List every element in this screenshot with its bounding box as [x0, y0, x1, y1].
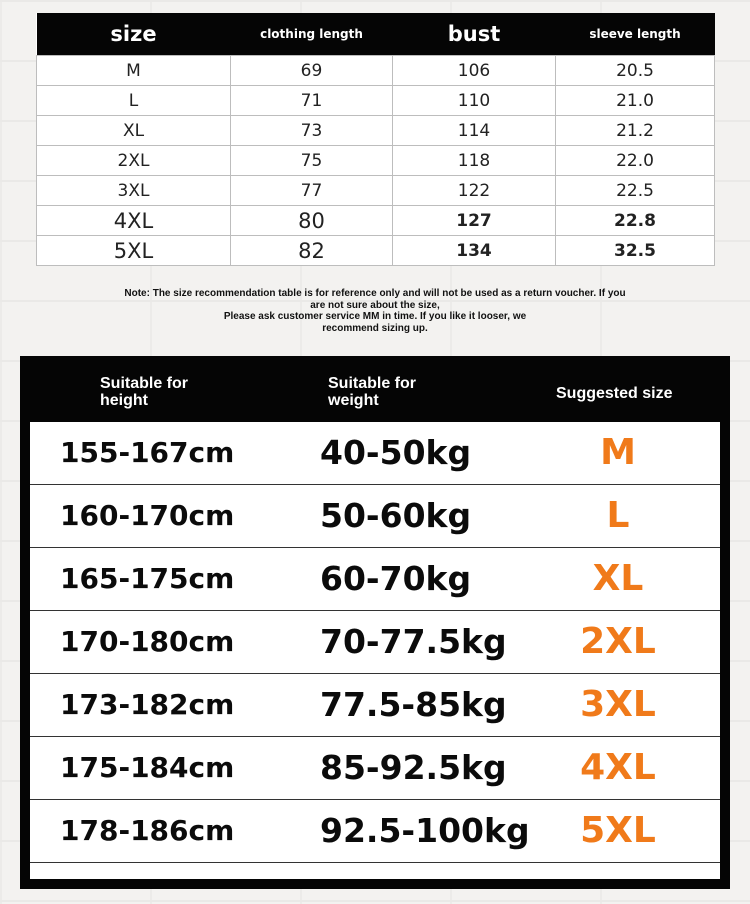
cell-bust: 110: [393, 86, 556, 116]
list-item: [30, 800, 720, 863]
header-bust: bust: [393, 13, 556, 56]
cell-bust: 118: [393, 146, 556, 176]
weight-range: 85-92.5kg: [320, 748, 507, 787]
header-suggested-size: Suggested size: [556, 385, 673, 402]
cell-bust: 114: [393, 116, 556, 146]
cell-bust: 134: [393, 236, 556, 266]
table-row: [37, 176, 715, 206]
cell-sleeve-length: 22.5: [556, 176, 715, 206]
header-clothing-length: clothing length: [231, 13, 393, 56]
cell-size: L: [37, 86, 231, 116]
list-item: [30, 548, 720, 611]
table-row: [37, 86, 715, 116]
cell-size: 3XL: [37, 176, 231, 206]
weight-range: 70-77.5kg: [320, 622, 507, 661]
weight-range: 40-50kg: [320, 433, 472, 472]
height-range: 170-180cm: [60, 625, 235, 658]
table-row: [37, 116, 715, 146]
cell-size: XL: [37, 116, 231, 146]
cell-sleeve-length: 32.5: [556, 236, 715, 266]
cell-sleeve-length: 22.0: [556, 146, 715, 176]
cell-sleeve-length: 21.0: [556, 86, 715, 116]
recommendation-body: [30, 422, 720, 879]
weight-range: 92.5-100kg: [320, 811, 530, 850]
list-item: [30, 737, 720, 800]
suggested-size: XL: [592, 558, 644, 599]
cell-size: M: [37, 56, 231, 86]
table-row: [37, 56, 715, 86]
cell-clothing-length: 82: [231, 236, 393, 266]
cell-clothing-length: 69: [231, 56, 393, 86]
cell-size: 2XL: [37, 146, 231, 176]
height-range: 160-170cm: [60, 499, 235, 532]
cell-clothing-length: 73: [231, 116, 393, 146]
size-note: [80, 288, 670, 334]
header-size: size: [37, 13, 231, 56]
suggested-size: 4XL: [580, 747, 656, 788]
list-item: [30, 422, 720, 485]
header-suitable-weight: Suitable for weight: [328, 375, 417, 409]
weight-range: 60-70kg: [320, 559, 472, 598]
note-line: Please ask customer service MM in time. If you like it looser, we: [223, 311, 527, 322]
size-recommendation-panel: [20, 356, 730, 889]
weight-range: 50-60kg: [320, 496, 472, 535]
height-range: 178-186cm: [60, 814, 235, 847]
note-line: are not sure about the size,: [310, 299, 440, 311]
cell-sleeve-length: 22.8: [556, 206, 715, 236]
table-row: [37, 236, 715, 266]
note-line: recommend sizing up.: [322, 322, 428, 334]
suggested-size: L: [606, 495, 630, 536]
height-range: 165-175cm: [60, 562, 235, 595]
list-item: [30, 485, 720, 548]
list-item: [30, 611, 720, 674]
cell-size: 4XL: [37, 206, 231, 236]
cell-clothing-length: 71: [231, 86, 393, 116]
note-line: Note: The size recommendation table is for reference only and will not be used as a return voucher. If you: [124, 288, 626, 299]
height-range: 175-184cm: [60, 751, 235, 784]
list-item: [30, 674, 720, 737]
height-range: 173-182cm: [60, 688, 235, 721]
header-sleeve-length: sleeve length: [556, 13, 715, 56]
suggested-size: 5XL: [580, 810, 656, 851]
table-row: [37, 146, 715, 176]
suggested-size: M: [600, 432, 636, 473]
cell-clothing-length: 77: [231, 176, 393, 206]
weight-range: 77.5-85kg: [320, 685, 507, 724]
header-suitable-height: Suitable for height: [100, 375, 189, 409]
suggested-size: 2XL: [580, 621, 656, 662]
recommendation-header: [20, 356, 730, 422]
size-chart-table: [36, 13, 715, 266]
cell-clothing-length: 75: [231, 146, 393, 176]
cell-size: 5XL: [37, 236, 231, 266]
height-range: 155-167cm: [60, 436, 235, 469]
size-chart-header-row: [37, 13, 715, 56]
cell-bust: 122: [393, 176, 556, 206]
cell-bust: 127: [393, 206, 556, 236]
cell-bust: 106: [393, 56, 556, 86]
cell-sleeve-length: 21.2: [556, 116, 715, 146]
table-row: [37, 206, 715, 236]
suggested-size: 3XL: [580, 684, 656, 725]
cell-sleeve-length: 20.5: [556, 56, 715, 86]
cell-clothing-length: 80: [231, 206, 393, 236]
